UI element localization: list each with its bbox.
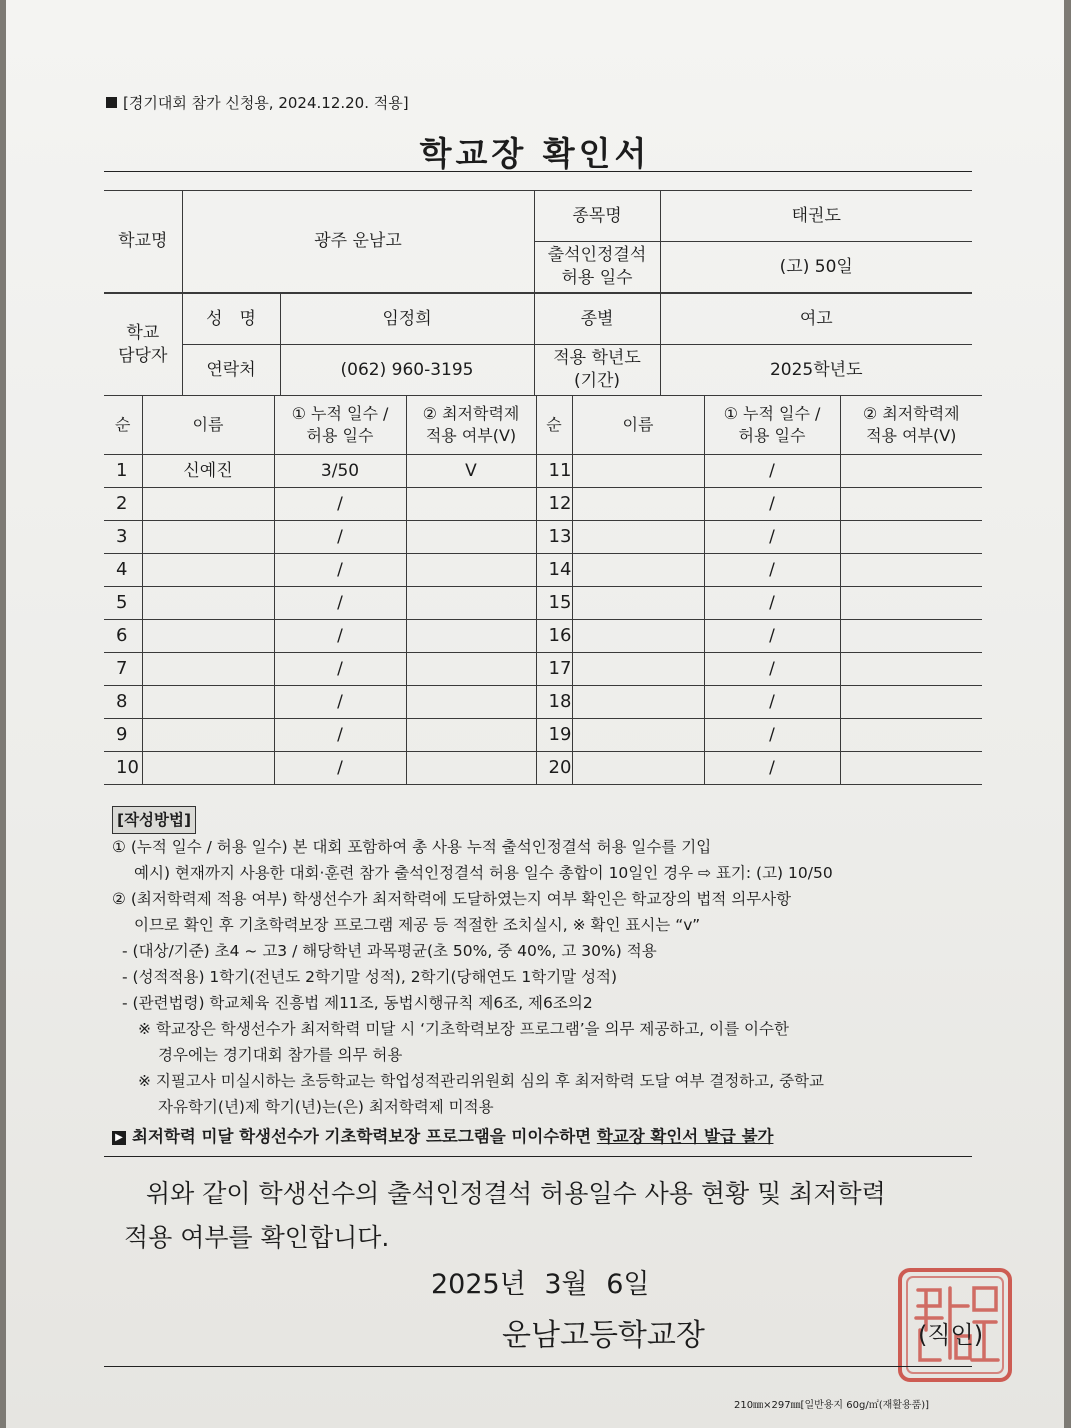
header-days-line1: ① 누적 일수 / (291, 404, 389, 424)
roster-days-cell: / (274, 488, 406, 521)
roster-min-cell (840, 653, 982, 686)
roster-name-cell (572, 587, 704, 620)
header-days-right (704, 396, 840, 455)
roster-body (104, 455, 982, 785)
roster-min-cell (840, 521, 982, 554)
roster-name-cell (142, 521, 274, 554)
roster-min-cell (406, 686, 536, 719)
roster-name-cell (142, 686, 274, 719)
header-min-line1: ② 최저학력제 (862, 404, 960, 424)
category-value: 여고 (660, 294, 972, 345)
roster-min-cell (840, 719, 982, 752)
roster-name-cell (572, 653, 704, 686)
instruction-line: 이므로 확인 후 기초학력보장 프로그램 제공 등 적절한 조치실시, ※ 확인 표시는 “v” (134, 916, 701, 934)
roster-no-cell: 11 (536, 455, 572, 488)
event-value: 태권도 (660, 191, 972, 242)
roster-name-cell: 신예진 (142, 455, 274, 488)
table-row (104, 488, 982, 521)
absence-label-line1: 출석인정결석 (547, 245, 647, 266)
header-no-right: 순 (536, 396, 572, 455)
roster-name-cell (142, 719, 274, 752)
event-label: 종목명 (534, 191, 660, 242)
year-label-line2: (기간) (573, 371, 621, 391)
roster-days-cell: / (704, 455, 840, 488)
roster-days-cell: / (704, 488, 840, 521)
roster-days-cell: / (704, 587, 840, 620)
instructions-section (112, 806, 992, 1150)
roster-min-cell (840, 752, 982, 785)
roster-no-cell: 20 (536, 752, 572, 785)
roster-no-cell: 16 (536, 620, 572, 653)
header-name-right: 이름 (572, 396, 704, 455)
roster-min-cell (406, 554, 536, 587)
seal-label: (직인) (918, 1321, 984, 1349)
issue-date: 2025년 3월 6일 (431, 1269, 650, 1300)
manager-label (104, 294, 182, 396)
roster-name-cell (572, 455, 704, 488)
roster-days-cell: / (274, 752, 406, 785)
roster-days-cell: / (274, 587, 406, 620)
instruction-line: ※ 학교장은 학생선수가 최저학력 미달 시 ‘기초학력보장 프로그램’을 의무 제공하고, 이를 이수한 (138, 1020, 789, 1038)
roster-min-cell (406, 719, 536, 752)
roster-name-cell (572, 554, 704, 587)
header-days-line1: ① 누적 일수 / (723, 404, 821, 424)
roster-min-cell (406, 653, 536, 686)
absence-value: (고) 50일 (660, 242, 972, 293)
header-days-line2: 허용 일수 (738, 426, 806, 445)
confirmation-line2: 적용 여부를 확인합니다. (124, 1223, 390, 1252)
roster-no-cell: 2 (104, 488, 142, 521)
roster-days-cell: / (704, 620, 840, 653)
school-label: 학교명 (104, 191, 182, 293)
absence-label-line2: 허용 일수 (561, 268, 633, 288)
header-no-left: 순 (104, 396, 142, 455)
instruction-line: - (대상/기준) 초4 ~ 고3 / 해당학년 과목평균(초 50%, 중 40%, 고 30%) 적용 (122, 942, 657, 960)
manager-info-table (104, 293, 972, 396)
roster-no-cell: 13 (536, 521, 572, 554)
arrow-box-icon: ▶ (112, 1131, 126, 1145)
footer-rule (104, 1366, 972, 1367)
roster-no-cell: 19 (536, 719, 572, 752)
manager-label-line1: 학교 (126, 322, 160, 343)
roster-days-cell: / (704, 554, 840, 587)
header-min-right (840, 396, 982, 455)
instruction-line: - (성적적용) 1학기(전년도 2학기말 성적), 2학기(당해연도 1학기말 성적) (122, 968, 618, 986)
header-name-left: 이름 (142, 396, 274, 455)
roster-min-cell (840, 554, 982, 587)
principal-title: 운남고등학교장 (502, 1318, 705, 1353)
roster-days-cell: 3/50 (274, 455, 406, 488)
roster-name-cell (572, 620, 704, 653)
instruction-line: 경우에는 경기대회 참가를 의무 허용 (158, 1046, 403, 1064)
roster-no-cell: 6 (104, 620, 142, 653)
roster-days-cell: / (274, 554, 406, 587)
header-days-left (274, 396, 406, 455)
absence-label (534, 242, 660, 293)
roster-min-cell: V (406, 455, 536, 488)
roster-min-cell (406, 587, 536, 620)
table-row (104, 455, 982, 488)
table-row (104, 587, 982, 620)
roster-no-cell: 5 (104, 587, 142, 620)
roster-days-cell: / (274, 686, 406, 719)
roster-no-cell: 8 (104, 686, 142, 719)
roster-no-cell: 3 (104, 521, 142, 554)
header-min-left (406, 396, 536, 455)
header-min-line1: ② 최저학력제 (422, 404, 520, 424)
roster-days-cell: / (274, 620, 406, 653)
title-rule (104, 171, 972, 172)
roster-name-cell (572, 719, 704, 752)
instruction-line: ① (누적 일수 / 허용 일수) 본 대회 포함하여 총 사용 누적 출석인정결석 허용 일수를 기입 (112, 838, 712, 856)
roster-min-cell (406, 620, 536, 653)
page-title: 학교장 확인서 (419, 134, 651, 173)
table-row (104, 752, 982, 785)
roster-name-cell (142, 653, 274, 686)
document-page (6, 0, 1064, 1428)
instruction-line: 예시) 현재까지 사용한 대회·훈련 참가 출석인정결석 허용 일수 총합이 10일인 경우 ⇨ 표기: (고) 10/50 (134, 864, 833, 882)
student-roster-table (104, 395, 982, 785)
roster-name-cell (142, 752, 274, 785)
contact-value: (062) 960-3195 (280, 345, 534, 396)
roster-name-cell (142, 620, 274, 653)
warning-note (112, 1124, 992, 1150)
name-value: 임정희 (280, 294, 534, 345)
roster-no-cell: 10 (104, 752, 142, 785)
roster-days-cell: / (704, 653, 840, 686)
roster-name-cell (572, 752, 704, 785)
roster-no-cell: 1 (104, 455, 142, 488)
warning-note-emphasis: 학교장 확인서 발급 불가 (596, 1127, 774, 1146)
manager-label-line2: 담당자 (118, 345, 168, 366)
roster-days-cell: / (704, 752, 840, 785)
roster-days-cell: / (274, 653, 406, 686)
form-tag (106, 92, 409, 113)
roster-min-cell (840, 488, 982, 521)
name-label: 성 명 (182, 294, 280, 345)
roster-min-cell (406, 521, 536, 554)
confirmation-statement (124, 1172, 984, 1260)
instruction-line: 자유학기(년)제 학기(년)는(은) 최저학력제 미적용 (158, 1098, 494, 1116)
confirmation-line1: 위와 같이 학생선수의 출석인정결석 허용일수 사용 현황 및 최저학력 (146, 1179, 886, 1208)
roster-min-cell (840, 620, 982, 653)
table-row (104, 719, 982, 752)
header-min-line2: 적용 여부(V) (866, 426, 957, 445)
table-row (104, 653, 982, 686)
roster-days-cell: / (704, 521, 840, 554)
year-label (534, 345, 660, 396)
roster-no-cell: 17 (536, 653, 572, 686)
year-label-line1: 적용 학년도 (553, 348, 641, 369)
roster-name-cell (572, 521, 704, 554)
roster-min-cell (406, 488, 536, 521)
roster-name-cell (572, 488, 704, 521)
category-label: 종별 (534, 294, 660, 345)
roster-no-cell: 14 (536, 554, 572, 587)
roster-min-cell (840, 587, 982, 620)
roster-min-cell (406, 752, 536, 785)
roster-no-cell: 7 (104, 653, 142, 686)
table-row (104, 554, 982, 587)
contact-label: 연락처 (182, 345, 280, 396)
square-bullet-icon (106, 97, 117, 108)
roster-name-cell (142, 488, 274, 521)
roster-no-cell: 12 (536, 488, 572, 521)
roster-name-cell (142, 587, 274, 620)
instruction-line: - (관련법령) 학교체육 진흥법 제11조, 동법시행규칙 제6조, 제6조의2 (122, 994, 593, 1012)
table-row (104, 521, 982, 554)
roster-no-cell: 4 (104, 554, 142, 587)
roster-days-cell: / (704, 686, 840, 719)
table-row (104, 686, 982, 719)
instruction-line: ② (최저학력제 적용 여부) 학생선수가 최저학력에 도달하였는지 여부 확인은 학교장의 법적 의무사항 (112, 890, 792, 908)
roster-min-cell (840, 686, 982, 719)
school-value: 광주 운남고 (182, 191, 534, 293)
year-value: 2025학년도 (660, 345, 972, 396)
form-tag-text: [경기대회 참가 신청용, 2024.12.20. 적용] (123, 94, 409, 112)
roster-name-cell (572, 686, 704, 719)
roster-min-cell (840, 455, 982, 488)
confirm-rule (104, 1156, 972, 1157)
instruction-line: ※ 지필고사 미실시하는 초등학교는 학업성적관리위원회 심의 후 최저학력 도달 여부 결정하고, 중학교 (138, 1072, 825, 1090)
roster-name-cell (142, 554, 274, 587)
roster-days-cell: / (274, 521, 406, 554)
roster-no-cell: 15 (536, 587, 572, 620)
warning-note-text: 최저학력 미달 학생선수가 기초학력보장 프로그램을 미이수하면 (132, 1127, 597, 1146)
roster-no-cell: 18 (536, 686, 572, 719)
header-days-line2: 허용 일수 (306, 426, 374, 445)
school-info-table (104, 190, 972, 293)
roster-days-cell: / (704, 719, 840, 752)
instructions-heading: [작성방법] (112, 806, 196, 834)
paper-spec-footer: 210㎜×297㎜[일반용지 60g/㎡(재활용품)] (734, 1400, 930, 1411)
roster-no-cell: 9 (104, 719, 142, 752)
header-min-line2: 적용 여부(V) (425, 426, 517, 445)
roster-days-cell: / (274, 719, 406, 752)
table-row (104, 620, 982, 653)
